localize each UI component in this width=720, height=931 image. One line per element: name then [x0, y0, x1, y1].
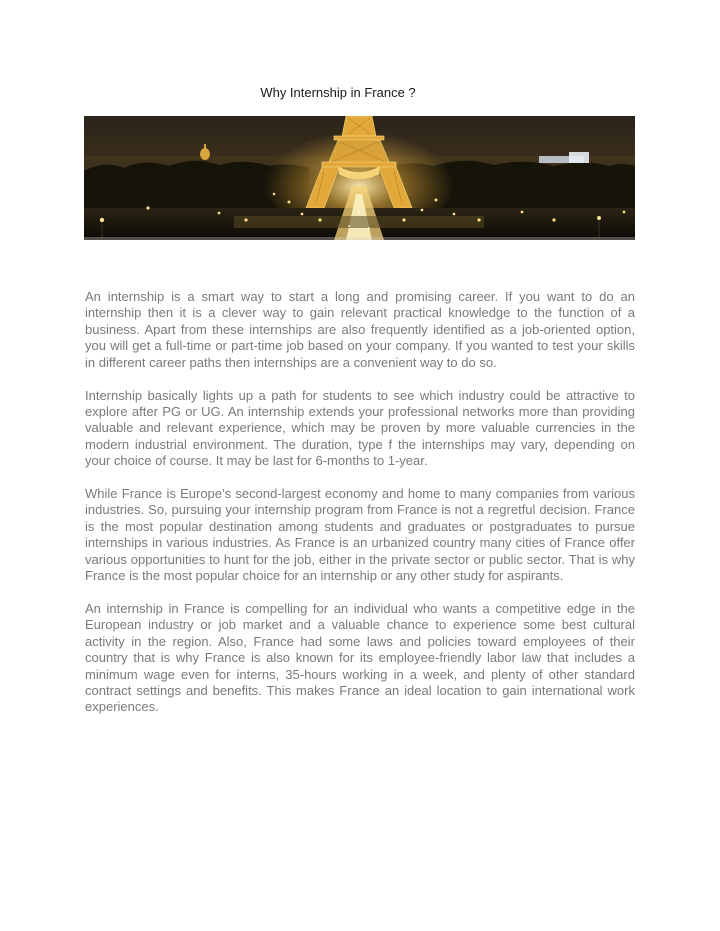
eiffel-tower-night-photo	[84, 116, 635, 240]
paragraph-benefits: Internship basically lights up a path for students to see which industry could be attractive to explore after PG or UG. An internship extends your professional networks more than providing valuable and relevant experience, which may be proven by more valuable currencies in the modern industrial environment. The duration, type f the internships may vary, depending on your choice of course. It may be last for 6-months to 1-year.	[85, 387, 635, 469]
document-body	[85, 289, 635, 732]
paragraph-conclusion: An internship in France is compelling for an individual who wants a competitive edge in the European industry or job market and a valuable chance to experience some best cultural activity in the region. Also, France had some laws and policies toward employees of their country that is why France is also known for its employee-friendly labor law that includes a minimum wage even for interns, 35-hours working in a week, and plenty of other standard contract settings and benefits. This makes France an ideal location to gain international work experiences.	[85, 601, 635, 715]
paragraph-intro: An internship is a smart way to start a long and promising career. If you want to do an internship then it is a clever way to gain relevant practical knowledge to the function of a business. Apart from these internships are also frequently identified as a job-oriented option, you will get a full-time or part-time job based on your company. If you wanted to test your skills in different career paths then internships are a convenient way to do so.	[85, 289, 635, 370]
paragraph-why-france: While France is Europe’s second-largest economy and home to many companies from various industries. So, pursuing your internship program from France is not a regretful decision. France is the most popular destination among students and graduates or postgraduates to pursue internships in various industries. As France is an urbanized country many cities of France offer various opportunities to hunt for the job, either in the private sector or public sector. That is why France is the most popular choice for an internship or any other study for aspirants.	[85, 486, 635, 584]
document-title: Why Internship in France ?	[260, 85, 416, 100]
